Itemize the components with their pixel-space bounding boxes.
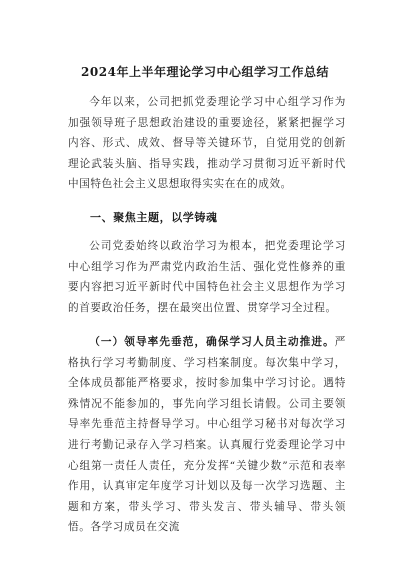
subsection-1-text: 严格执行学习考勤制度、学习档案制度。每次集中学习，全体成员都能严格要求，按时参加集中学习讨论。遇特殊情况不能参加的，事先向学习组长请假。公司主要领导率先垂范主持督导学习。中心组学习秘书对每次学习进行考勤记录存入学习档案。认真履行党委理论学习中心组第一责任人责任，充分发挥“关键少数”示范和表率作用，认真审定年度学习计划以及每一次学习选题、主题和方案，带头学习、带头发言、带头辅导、带头领悟。各学习成员在交流 <box>68 336 346 534</box>
subsection-1-heading: （一）领导率先垂范，确保学习人员主动推进。 <box>89 336 335 348</box>
subsection-1-paragraph <box>68 332 346 538</box>
intro-paragraph: 今年以来，公司把抓党委理论学习中心组学习作为加强领导班子思想政治建设的重要途径，紧紧把握学习内容、形式、成效、督导等关键环节，自觉用党的创新理论武装头脑、指导实践，推动学习贯彻习近平新时代中国特色社会主义思想取得实实在在的成效。 <box>68 96 346 191</box>
section-1-paragraph: 公司党委始终以政治学习为根本，把党委理论学习中心组学习作为严肃党内政治生活、强化党性修养的重要内容把习近平新时代中国特色社会主义思想作为学习的首要政治任务，摆在最突出位置、贯穿学习全过程。 <box>68 240 346 314</box>
document-title: 2024年上半年理论学习中心组学习工作总结 <box>81 65 329 79</box>
section-1-heading: 一、聚焦主题，以学铸魂 <box>90 211 218 224</box>
